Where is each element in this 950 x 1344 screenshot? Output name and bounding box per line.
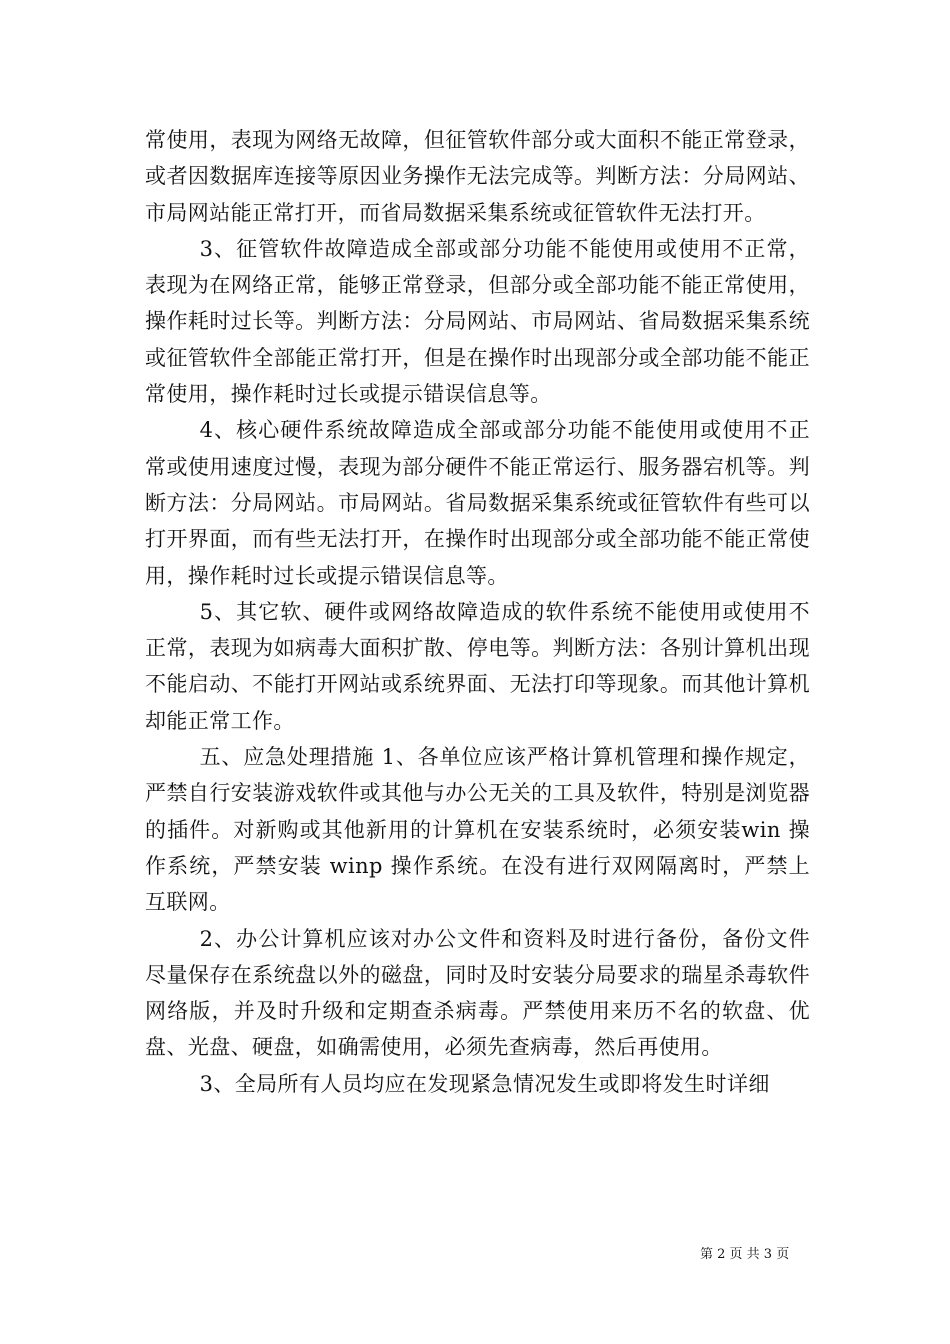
paragraph-item-4: 4、核心硬件系统故障造成全部或部分功能不能使用或使用不正常或使用速度过慢，表现为部分硬件不能正常运行、服务器宕机等。判断方法：分局网站。市局网站。省局数据采集系统或征管软件有些可以打开界面，而有些无法打开，在操作时出现部分或全部功能不能正常使用，操作耗时过长或提示错误信息等。 bbox=[145, 418, 810, 588]
paragraph-measure-3: 3、全局所有人员均应在发现紧急情况发生或即将发生时详细 bbox=[199, 1071, 770, 1096]
paragraph-section-5: 五、应急处理措施 1、各单位应该严格计算机管理和操作规定，严禁自行安装游戏软件或其他与办公无关的工具及软件，特别是浏览器的插件。对新购或其他新用的计算机在安装系统时，必须安装win 操作系统，严禁安装 winp 操作系统。在没有进行双网隔离时，严禁上互联网。 bbox=[145, 745, 810, 915]
document-body bbox=[145, 122, 810, 1102]
paragraph-continued: 常使用，表现为网络无故障，但征管软件部分或大面积不能正常登录，或者因数据库连接等原因业务操作无法完成等。判断方法：分局网站、市局网站能正常打开，而省局数据采集系统或征管软件无法打开。 bbox=[145, 128, 810, 225]
paragraph-item-3: 3、征管软件故障造成全部或部分功能不能使用或使用不正常，表现为在网络正常，能够正常登录，但部分或全部功能不能正常使用，操作耗时过长等。判断方法：分局网站、市局网站、省局数据采集系统或征管软件全部能正常打开，但是在操作时出现部分或全部功能不能正常使用，操作耗时过长或提示错误信息等。 bbox=[145, 236, 810, 407]
page-number-footer: 第 2 页 共 3 页 bbox=[700, 1247, 790, 1262]
paragraph-measure-2: 2、办公计算机应该对办公文件和资料及时进行备份，备份文件尽量保存在系统盘以外的磁盘，同时及时安装分局要求的瑞星杀毒软件网络版，并及时升级和定期查杀病毒。严禁使用来历不名的软盘、优盘、光盘、硬盘，如确需使用，必须先查病毒，然后再使用。 bbox=[145, 926, 810, 1060]
paragraph-item-5: 5、其它软、硬件或网络故障造成的软件系统不能使用或使用不正常，表现为如病毒大面积扩散、停电等。判断方法：各别计算机出现不能启动、不能打开网站或系统界面、无法打印等现象。而其他计算机却能正常工作。 bbox=[145, 599, 810, 733]
